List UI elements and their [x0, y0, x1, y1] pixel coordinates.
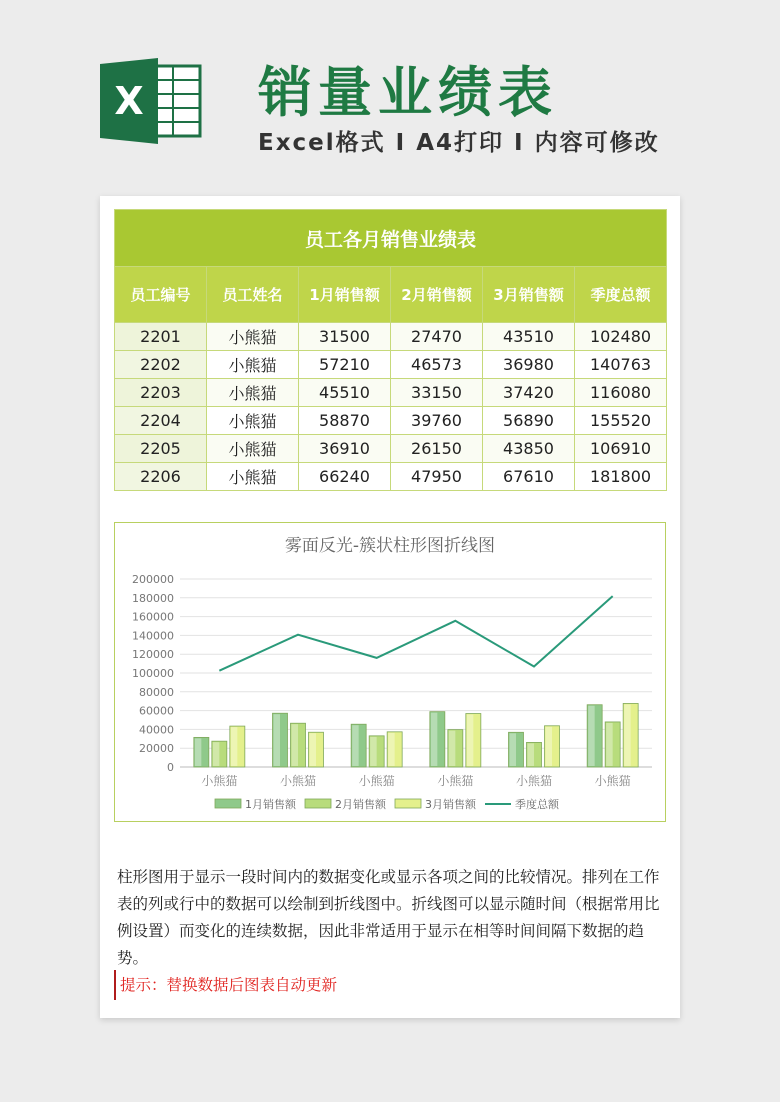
bar-highlight [370, 737, 377, 766]
bar-highlight [606, 723, 613, 766]
x-tick-label: 小熊猫 [201, 774, 238, 788]
header [0, 0, 780, 190]
column-header[interactable]: 员工编号 [115, 267, 207, 323]
table-cell[interactable]: 67610 [483, 463, 575, 491]
bar-highlight [292, 724, 299, 766]
legend-swatch [305, 799, 331, 808]
legend-label: 季度总额 [515, 798, 559, 811]
bar-highlight [528, 743, 535, 766]
table-cell[interactable]: 小熊猫 [207, 351, 299, 379]
bar-highlight [310, 733, 317, 766]
y-tick-label: 100000 [132, 667, 174, 680]
y-tick-label: 180000 [132, 591, 174, 605]
x-tick-label: 小熊猫 [437, 774, 474, 788]
bar-highlight [510, 733, 517, 766]
chart-legend[interactable] [215, 797, 560, 811]
table-cell[interactable]: 56890 [483, 407, 575, 435]
chart-area[interactable] [114, 522, 666, 822]
table-title: 员工各月销售业绩表 [115, 210, 667, 267]
table-cell[interactable]: 37420 [483, 379, 575, 407]
y-tick-label: 140000 [132, 629, 174, 643]
x-tick-label: 小熊猫 [515, 774, 553, 788]
page-title: 销量业绩表 [258, 61, 558, 124]
svg-text:X: X [114, 79, 144, 123]
table-cell[interactable]: 36980 [483, 351, 575, 379]
table-cell[interactable]: 45510 [299, 379, 391, 407]
x-tick-label: 小熊猫 [358, 774, 395, 788]
x-tick-label: 小熊猫 [279, 774, 317, 788]
sales-table [114, 209, 667, 491]
page-subtitle: Excel格式 I A4打印 I 内容可修改 [258, 130, 660, 156]
table-row [115, 435, 667, 463]
table-row [115, 407, 667, 435]
table-cell[interactable]: 57210 [299, 351, 391, 379]
table-row [115, 463, 667, 491]
y-tick-label: 60000 [139, 704, 174, 718]
bar-highlight [588, 706, 595, 766]
table-cell[interactable]: 140763 [575, 351, 667, 379]
table-cell[interactable]: 小熊猫 [207, 379, 299, 407]
legend-label: 2月销售额 [335, 798, 386, 811]
table-cell[interactable]: 102480 [575, 323, 667, 351]
table-cell[interactable]: 43850 [483, 435, 575, 463]
chart-title: 雾面反光-簇状柱形图折线图 [284, 536, 496, 556]
table-cell[interactable]: 小熊猫 [207, 323, 299, 351]
bar-highlight [195, 738, 202, 766]
table-cell[interactable]: 小熊猫 [207, 435, 299, 463]
table-cell[interactable]: 27470 [391, 323, 483, 351]
table-title-row [115, 210, 667, 267]
bar-highlight [352, 725, 359, 766]
table-cell[interactable]: 31500 [299, 323, 391, 351]
table-cell[interactable]: 2205 [115, 435, 207, 463]
chart-bars [194, 703, 638, 767]
chart-line [219, 596, 612, 671]
y-tick-label: 20000 [139, 742, 174, 756]
chart-grid [180, 579, 652, 767]
table-row [115, 351, 667, 379]
table-cell[interactable]: 46573 [391, 351, 483, 379]
table-row [115, 323, 667, 351]
column-header[interactable]: 季度总额 [575, 267, 667, 323]
legend-label: 3月销售额 [425, 798, 476, 811]
y-tick-label: 120000 [132, 648, 174, 662]
x-tick-label: 小熊猫 [594, 774, 631, 788]
legend-swatch [215, 799, 241, 808]
table-cell[interactable]: 116080 [575, 379, 667, 407]
table-cell[interactable]: 47950 [391, 463, 483, 491]
bar-highlight [274, 714, 281, 766]
table-cell[interactable]: 39760 [391, 407, 483, 435]
table-row [115, 379, 667, 407]
table-cell[interactable]: 33150 [391, 379, 483, 407]
table-cell[interactable]: 181800 [575, 463, 667, 491]
table-cell[interactable]: 66240 [299, 463, 391, 491]
table-cell[interactable]: 小熊猫 [207, 407, 299, 435]
bar-highlight [449, 731, 456, 766]
line-series [219, 596, 612, 671]
table-cell[interactable]: 43510 [483, 323, 575, 351]
document-page [100, 196, 680, 1018]
bar-highlight [467, 715, 474, 766]
hint-text: 提示：替换数据后图表自动更新 [114, 970, 337, 1000]
combo-chart [115, 523, 665, 821]
bar-highlight [431, 713, 438, 766]
y-tick-label: 40000 [139, 723, 174, 737]
bar-highlight [546, 727, 553, 766]
column-header[interactable]: 3月销售额 [483, 267, 575, 323]
table-cell[interactable]: 58870 [299, 407, 391, 435]
bar-highlight [388, 733, 395, 766]
table-cell[interactable]: 2201 [115, 323, 207, 351]
table-cell[interactable]: 2202 [115, 351, 207, 379]
y-tick-label: 80000 [139, 685, 174, 699]
column-header[interactable]: 1月销售额 [299, 267, 391, 323]
legend-label: 1月销售额 [245, 798, 296, 811]
table-cell[interactable]: 36910 [299, 435, 391, 463]
table-cell[interactable]: 26150 [391, 435, 483, 463]
description-text: 柱形图用于显示一段时间内的数据变化或显示各项之间的比较情况。排列在工作表的列或行中的数据可以绘制到折线图中。折线图可以显示随时间（根据常用比例设置）而变化的连续数据，因此非常适用于显示在相等时间间隔下数据的趋势。 [117, 868, 660, 967]
legend-swatch [395, 799, 421, 808]
table-cell[interactable]: 155520 [575, 407, 667, 435]
excel-logo-icon [100, 58, 204, 144]
bar-highlight [624, 704, 631, 766]
y-tick-label: 200000 [132, 573, 174, 586]
table-header-row [115, 267, 667, 323]
y-tick-label: 0 [167, 761, 174, 774]
table-cell[interactable]: 2206 [115, 463, 207, 491]
table-cell[interactable]: 2204 [115, 407, 207, 435]
table-cell[interactable]: 106910 [575, 435, 667, 463]
table-cell[interactable]: 2203 [115, 379, 207, 407]
column-header[interactable]: 2月销售额 [391, 267, 483, 323]
y-tick-label: 160000 [132, 610, 174, 624]
column-header[interactable]: 员工姓名 [207, 267, 299, 323]
bar-highlight [231, 727, 238, 766]
table-cell[interactable]: 小熊猫 [207, 463, 299, 491]
bar-highlight [213, 742, 220, 766]
